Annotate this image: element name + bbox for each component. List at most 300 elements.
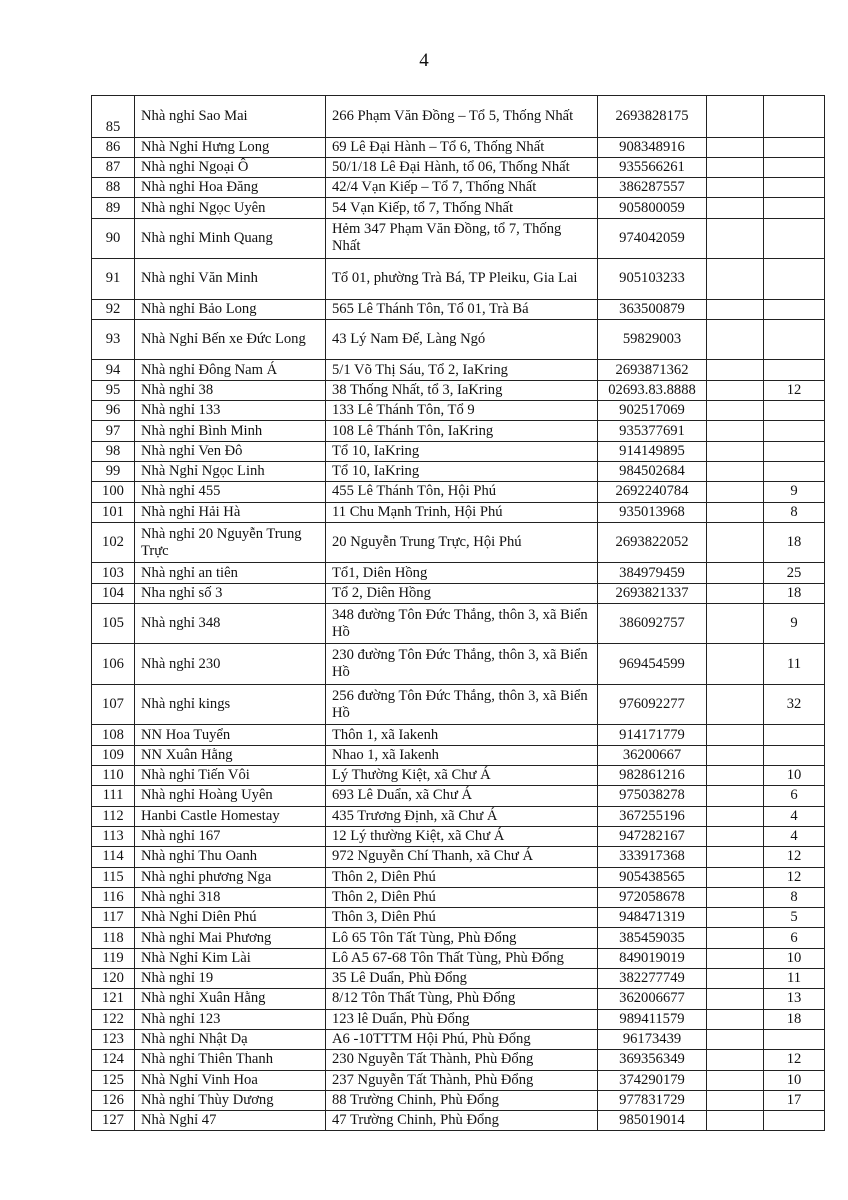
phone-number: 333917368: [598, 847, 707, 867]
empty-cell: [707, 948, 764, 968]
row-number: 116: [92, 887, 135, 907]
table-row: [92, 928, 825, 948]
row-number: 105: [92, 603, 135, 644]
guesthouse-name: Nhà nghỉ an tiên: [135, 563, 326, 583]
guesthouse-address: 230 Nguyễn Tất Thành, Phù Đổng: [326, 1050, 598, 1070]
guesthouse-name: Nhà Nghỉ Vinh Hoa: [135, 1070, 326, 1090]
guesthouse-name: Nhà nghỉ Xuân Hằng: [135, 989, 326, 1009]
empty-cell: [707, 522, 764, 563]
phone-number: 985019014: [598, 1111, 707, 1131]
room-count: [764, 745, 825, 765]
empty-cell: [707, 887, 764, 907]
room-count: [764, 1111, 825, 1131]
row-number: 127: [92, 1111, 135, 1131]
guesthouse-address: 8/12 Tôn Thất Tùng, Phù Đổng: [326, 989, 598, 1009]
room-count: 11: [764, 969, 825, 989]
table-row: [92, 218, 825, 259]
guesthouse-name: Nhà nghỉ Nhật Dạ: [135, 1029, 326, 1049]
row-number: 85: [92, 96, 135, 138]
room-count: 18: [764, 583, 825, 603]
row-number: 93: [92, 319, 135, 360]
room-count: [764, 96, 825, 138]
table-row: [92, 1111, 825, 1131]
row-number: 106: [92, 644, 135, 685]
table-row: [92, 421, 825, 441]
phone-number: 02693.83.8888: [598, 380, 707, 400]
empty-cell: [707, 1090, 764, 1110]
empty-cell: [707, 137, 764, 157]
room-count: 10: [764, 766, 825, 786]
guesthouse-name: Nhà Nghỉ Ngọc Linh: [135, 461, 326, 481]
row-number: 94: [92, 360, 135, 380]
row-number: 114: [92, 847, 135, 867]
room-count: [764, 441, 825, 461]
guesthouse-name: Nhà nghỉ 167: [135, 826, 326, 846]
guesthouse-address: Tổ1, Diên Hồng: [326, 563, 598, 583]
empty-cell: [707, 603, 764, 644]
row-number: 112: [92, 806, 135, 826]
guesthouse-name: Nhà nghỉ Bảo Long: [135, 299, 326, 319]
phone-number: 384979459: [598, 563, 707, 583]
guesthouse-name: Nhà nghỉ Bình Minh: [135, 421, 326, 441]
row-number: 95: [92, 380, 135, 400]
room-count: 8: [764, 887, 825, 907]
guesthouse-address: 693 Lê Duẩn, xã Chư Á: [326, 786, 598, 806]
table-row: [92, 583, 825, 603]
guesthouse-address: 47 Trường Chinh, Phù Đổng: [326, 1111, 598, 1131]
empty-cell: [707, 299, 764, 319]
phone-number: 989411579: [598, 1009, 707, 1029]
empty-cell: [707, 1009, 764, 1029]
row-number: 101: [92, 502, 135, 522]
guesthouse-name: Nhà nghỉ 38: [135, 380, 326, 400]
empty-cell: [707, 684, 764, 725]
table-row: [92, 786, 825, 806]
room-count: [764, 198, 825, 218]
empty-cell: [707, 928, 764, 948]
row-number: 92: [92, 299, 135, 319]
table-row: [92, 360, 825, 380]
room-count: 10: [764, 948, 825, 968]
empty-cell: [707, 969, 764, 989]
table-row: [92, 259, 825, 300]
empty-cell: [707, 806, 764, 826]
row-number: 104: [92, 583, 135, 603]
empty-cell: [707, 380, 764, 400]
row-number: 121: [92, 989, 135, 1009]
guesthouse-address: Tổ 10, IaKring: [326, 441, 598, 461]
guesthouse-address: 38 Thống Nhất, tổ 3, IaKring: [326, 380, 598, 400]
room-count: [764, 461, 825, 481]
guesthouse-name: Nhà nghỉ kings: [135, 684, 326, 725]
table-row: [92, 989, 825, 1009]
phone-number: 982861216: [598, 766, 707, 786]
empty-cell: [707, 178, 764, 198]
room-count: 6: [764, 786, 825, 806]
guesthouse-address: 88 Trường Chinh, Phù Đổng: [326, 1090, 598, 1110]
row-number: 97: [92, 421, 135, 441]
row-number: 110: [92, 766, 135, 786]
guesthouse-name: Nhà nghỉ 123: [135, 1009, 326, 1029]
guesthouse-name: Nhà nghỉ Thùy Dương: [135, 1090, 326, 1110]
table-row: [92, 441, 825, 461]
phone-number: 374290179: [598, 1070, 707, 1090]
phone-number: 908348916: [598, 137, 707, 157]
room-count: 9: [764, 603, 825, 644]
guesthouse-name: Nhà nghỉ 230: [135, 644, 326, 685]
phone-number: 36200667: [598, 745, 707, 765]
guesthouse-name: Nhà nghỉ Tiến Vôi: [135, 766, 326, 786]
phone-number: 977831729: [598, 1090, 707, 1110]
room-count: [764, 299, 825, 319]
guesthouse-address: 237 Nguyễn Tất Thành, Phù Đổng: [326, 1070, 598, 1090]
empty-cell: [707, 421, 764, 441]
guesthouse-name: Nhà nghỉ 20 Nguyễn Trung Trực: [135, 522, 326, 563]
phone-number: 914171779: [598, 725, 707, 745]
guesthouse-address: 565 Lê Thánh Tôn, Tổ 01, Trà Bá: [326, 299, 598, 319]
guesthouse-address: Tổ 2, Diên Hồng: [326, 583, 598, 603]
table-row: [92, 1070, 825, 1090]
row-number: 117: [92, 908, 135, 928]
table-row: [92, 948, 825, 968]
guesthouse-address: 972 Nguyễn Chí Thanh, xã Chư Á: [326, 847, 598, 867]
guesthouse-address: 133 Lê Thánh Tôn, Tổ 9: [326, 401, 598, 421]
phone-number: 976092277: [598, 684, 707, 725]
guesthouse-address: 123 lê Duẩn, Phù Đổng: [326, 1009, 598, 1029]
guesthouse-address: Lô 65 Tôn Tất Tùng, Phù Đổng: [326, 928, 598, 948]
empty-cell: [707, 908, 764, 928]
guesthouse-name: Nhà nghỉ Thiên Thanh: [135, 1050, 326, 1070]
phone-number: 385459035: [598, 928, 707, 948]
row-number: 113: [92, 826, 135, 846]
room-count: [764, 157, 825, 177]
room-count: [764, 137, 825, 157]
row-number: 108: [92, 725, 135, 745]
phone-number: 369356349: [598, 1050, 707, 1070]
empty-cell: [707, 847, 764, 867]
row-number: 115: [92, 867, 135, 887]
guesthouse-address: 12 Lý thường Kiệt, xã Chư Á: [326, 826, 598, 846]
guesthouse-address: Hẻm 347 Phạm Văn Đồng, tổ 7, Thống Nhất: [326, 218, 598, 259]
table-row: [92, 725, 825, 745]
page-number: 4: [419, 50, 429, 71]
row-number: 122: [92, 1009, 135, 1029]
room-count: [764, 319, 825, 360]
empty-cell: [707, 157, 764, 177]
table-row: [92, 401, 825, 421]
phone-number: 2693828175: [598, 96, 707, 138]
empty-cell: [707, 1111, 764, 1131]
empty-cell: [707, 766, 764, 786]
phone-number: 363500879: [598, 299, 707, 319]
phone-number: 905800059: [598, 198, 707, 218]
room-count: 4: [764, 806, 825, 826]
room-count: [764, 218, 825, 259]
room-count: 6: [764, 928, 825, 948]
empty-cell: [707, 502, 764, 522]
row-number: 120: [92, 969, 135, 989]
guesthouse-name: Nhà nghỉ Ngoại Ô: [135, 157, 326, 177]
room-count: 17: [764, 1090, 825, 1110]
guesthouse-name: Nhà nghỉ 133: [135, 401, 326, 421]
row-number: 118: [92, 928, 135, 948]
phone-number: 59829003: [598, 319, 707, 360]
guesthouse-name: Nhà Nghỉ Hưng Long: [135, 137, 326, 157]
guesthouse-name: Hanbi Castle Homestay: [135, 806, 326, 826]
empty-cell: [707, 563, 764, 583]
room-count: 12: [764, 847, 825, 867]
guesthouse-address: 256 đường Tôn Đức Thắng, thôn 3, xã Biển Hồ: [326, 684, 598, 725]
empty-cell: [707, 96, 764, 138]
table-body: [92, 96, 825, 1131]
table-row: [92, 826, 825, 846]
table-row: [92, 1029, 825, 1049]
empty-cell: [707, 725, 764, 745]
phone-number: 386092757: [598, 603, 707, 644]
empty-cell: [707, 1070, 764, 1090]
table-row: [92, 766, 825, 786]
empty-cell: [707, 1029, 764, 1049]
empty-cell: [707, 461, 764, 481]
table-row: [92, 198, 825, 218]
phone-number: 2693871362: [598, 360, 707, 380]
guesthouse-name: Nhà nghỉ Ven Đô: [135, 441, 326, 461]
phone-number: 902517069: [598, 401, 707, 421]
phone-number: 905438565: [598, 867, 707, 887]
row-number: 91: [92, 259, 135, 300]
table-row: [92, 563, 825, 583]
empty-cell: [707, 583, 764, 603]
phone-number: 935377691: [598, 421, 707, 441]
phone-number: 367255196: [598, 806, 707, 826]
room-count: 25: [764, 563, 825, 583]
phone-number: 849019019: [598, 948, 707, 968]
row-number: 89: [92, 198, 135, 218]
room-count: [764, 421, 825, 441]
empty-cell: [707, 745, 764, 765]
guesthouse-name: Nhà nghỉ Ngọc Uyên: [135, 198, 326, 218]
guesthouse-name: NN Xuân Hằng: [135, 745, 326, 765]
table-row: [92, 887, 825, 907]
phone-number: 2693821337: [598, 583, 707, 603]
phone-number: 948471319: [598, 908, 707, 928]
phone-number: 905103233: [598, 259, 707, 300]
room-count: [764, 1029, 825, 1049]
guesthouse-address: Thôn 3, Diên Phú: [326, 908, 598, 928]
row-number: 99: [92, 461, 135, 481]
table-row: [92, 806, 825, 826]
row-number: 109: [92, 745, 135, 765]
room-count: [764, 725, 825, 745]
guesthouse-name: Nhà nghỉ 348: [135, 603, 326, 644]
row-number: 102: [92, 522, 135, 563]
phone-number: 972058678: [598, 887, 707, 907]
table-row: [92, 522, 825, 563]
table-row: [92, 603, 825, 644]
table-row: [92, 482, 825, 502]
guesthouse-address: A6 -10TTTM Hội Phú, Phù Đổng: [326, 1029, 598, 1049]
guesthouse-name: Nhà nghỉ Hải Hà: [135, 502, 326, 522]
guesthouse-table: [91, 95, 825, 1131]
room-count: 4: [764, 826, 825, 846]
guesthouse-address: Lô A5 67-68 Tôn Thất Tùng, Phù Đổng: [326, 948, 598, 968]
row-number: 88: [92, 178, 135, 198]
guesthouse-name: Nhà nghỉ 318: [135, 887, 326, 907]
guesthouse-name: Nhà Nghỉ Diên Phú: [135, 908, 326, 928]
guesthouse-address: Tổ 01, phường Trà Bá, TP Pleiku, Gia Lai: [326, 259, 598, 300]
row-number: 87: [92, 157, 135, 177]
row-number: 111: [92, 786, 135, 806]
guesthouse-address: Tổ 10, IaKring: [326, 461, 598, 481]
guesthouse-address: 5/1 Võ Thị Sáu, Tổ 2, IaKring: [326, 360, 598, 380]
guesthouse-name: Nhà nghỉ 19: [135, 969, 326, 989]
row-number: 123: [92, 1029, 135, 1049]
guesthouse-name: Nhà Nghỉ Kim Lài: [135, 948, 326, 968]
guesthouse-name: Nhà nghỉ Minh Quang: [135, 218, 326, 259]
room-count: [764, 259, 825, 300]
guesthouse-address: 435 Trương Định, xã Chư Á: [326, 806, 598, 826]
row-number: 86: [92, 137, 135, 157]
phone-number: 969454599: [598, 644, 707, 685]
table-row: [92, 319, 825, 360]
empty-cell: [707, 401, 764, 421]
room-count: 12: [764, 867, 825, 887]
empty-cell: [707, 198, 764, 218]
table-row: [92, 908, 825, 928]
row-number: 90: [92, 218, 135, 259]
empty-cell: [707, 867, 764, 887]
row-number: 125: [92, 1070, 135, 1090]
phone-number: 386287557: [598, 178, 707, 198]
guesthouse-address: 348 đường Tôn Đức Thắng, thôn 3, xã Biển Hồ: [326, 603, 598, 644]
phone-number: 2692240784: [598, 482, 707, 502]
guesthouse-address: 54 Vạn Kiếp, tổ 7, Thống Nhất: [326, 198, 598, 218]
empty-cell: [707, 218, 764, 259]
guesthouse-address: 20 Nguyễn Trung Trực, Hội Phú: [326, 522, 598, 563]
row-number: 100: [92, 482, 135, 502]
table-row: [92, 137, 825, 157]
guesthouse-address: 50/1/18 Lê Đại Hành, tổ 06, Thống Nhất: [326, 157, 598, 177]
phone-number: 96173439: [598, 1029, 707, 1049]
table-row: [92, 380, 825, 400]
room-count: 13: [764, 989, 825, 1009]
guesthouse-address: 69 Lê Đại Hành – Tổ 6, Thống Nhất: [326, 137, 598, 157]
phone-number: 935566261: [598, 157, 707, 177]
guesthouse-name: Nhà nghỉ phương Nga: [135, 867, 326, 887]
empty-cell: [707, 482, 764, 502]
table-row: [92, 644, 825, 685]
guesthouse-name: Nhà nghỉ 455: [135, 482, 326, 502]
guesthouse-name: Nha nghỉ số 3: [135, 583, 326, 603]
empty-cell: [707, 786, 764, 806]
empty-cell: [707, 644, 764, 685]
guesthouse-address: 108 Lê Thánh Tôn, IaKring: [326, 421, 598, 441]
guesthouse-name: Nhà Nghỉ Bến xe Đức Long: [135, 319, 326, 360]
room-count: 8: [764, 502, 825, 522]
room-count: 18: [764, 522, 825, 563]
room-count: 12: [764, 380, 825, 400]
table-row: [92, 178, 825, 198]
table-row: [92, 969, 825, 989]
room-count: [764, 360, 825, 380]
guesthouse-address: 230 đường Tôn Đức Thắng, thôn 3, xã Biển Hồ: [326, 644, 598, 685]
phone-number: 974042059: [598, 218, 707, 259]
empty-cell: [707, 989, 764, 1009]
empty-cell: [707, 259, 764, 300]
phone-number: 2693822052: [598, 522, 707, 563]
guesthouse-name: Nhà Nghỉ 47: [135, 1111, 326, 1131]
table-row: [92, 847, 825, 867]
guesthouse-address: Nhao 1, xã Iakenh: [326, 745, 598, 765]
room-count: 11: [764, 644, 825, 685]
table-row: [92, 461, 825, 481]
phone-number: 975038278: [598, 786, 707, 806]
guesthouse-address: Thôn 2, Diên Phú: [326, 887, 598, 907]
guesthouse-name: Nhà nghỉ Hoa Đăng: [135, 178, 326, 198]
phone-number: 947282167: [598, 826, 707, 846]
row-number: 124: [92, 1050, 135, 1070]
guesthouse-address: 455 Lê Thánh Tôn, Hội Phú: [326, 482, 598, 502]
guesthouse-address: 35 Lê Duẩn, Phù Đổng: [326, 969, 598, 989]
table-row: [92, 684, 825, 725]
room-count: 10: [764, 1070, 825, 1090]
room-count: 9: [764, 482, 825, 502]
table-row: [92, 299, 825, 319]
guesthouse-address: 266 Phạm Văn Đồng – Tổ 5, Thống Nhất: [326, 96, 598, 138]
row-number: 126: [92, 1090, 135, 1110]
row-number: 107: [92, 684, 135, 725]
phone-number: 362006677: [598, 989, 707, 1009]
guesthouse-address: Thôn 1, xã Iakenh: [326, 725, 598, 745]
row-number: 98: [92, 441, 135, 461]
room-count: 5: [764, 908, 825, 928]
guesthouse-address: Lý Thường Kiệt, xã Chư Á: [326, 766, 598, 786]
guesthouse-name: Nhà nghỉ Sao Mai: [135, 96, 326, 138]
table-row: [92, 1009, 825, 1029]
table-row: [92, 867, 825, 887]
empty-cell: [707, 319, 764, 360]
empty-cell: [707, 441, 764, 461]
table-row: [92, 745, 825, 765]
table-row: [92, 157, 825, 177]
guesthouse-address: 42/4 Vạn Kiếp – Tổ 7, Thống Nhất: [326, 178, 598, 198]
table-row: [92, 1050, 825, 1070]
room-count: [764, 178, 825, 198]
phone-number: 935013968: [598, 502, 707, 522]
guesthouse-name: Nhà nghỉ Văn Minh: [135, 259, 326, 300]
guesthouse-address: Thôn 2, Diên Phú: [326, 867, 598, 887]
phone-number: 984502684: [598, 461, 707, 481]
table-row: [92, 502, 825, 522]
row-number: 96: [92, 401, 135, 421]
table-row: [92, 96, 825, 138]
row-number: 119: [92, 948, 135, 968]
empty-cell: [707, 1050, 764, 1070]
guesthouse-address: 11 Chu Mạnh Trinh, Hội Phú: [326, 502, 598, 522]
guesthouse-name: Nhà nghỉ Thu Oanh: [135, 847, 326, 867]
phone-number: 914149895: [598, 441, 707, 461]
phone-number: 382277749: [598, 969, 707, 989]
room-count: [764, 401, 825, 421]
guesthouse-name: Nhà nghỉ Đông Nam Á: [135, 360, 326, 380]
table-row: [92, 1090, 825, 1110]
room-count: 32: [764, 684, 825, 725]
room-count: 18: [764, 1009, 825, 1029]
empty-cell: [707, 360, 764, 380]
room-count: 12: [764, 1050, 825, 1070]
guesthouse-name: Nhà nghỉ Mai Phương: [135, 928, 326, 948]
empty-cell: [707, 826, 764, 846]
